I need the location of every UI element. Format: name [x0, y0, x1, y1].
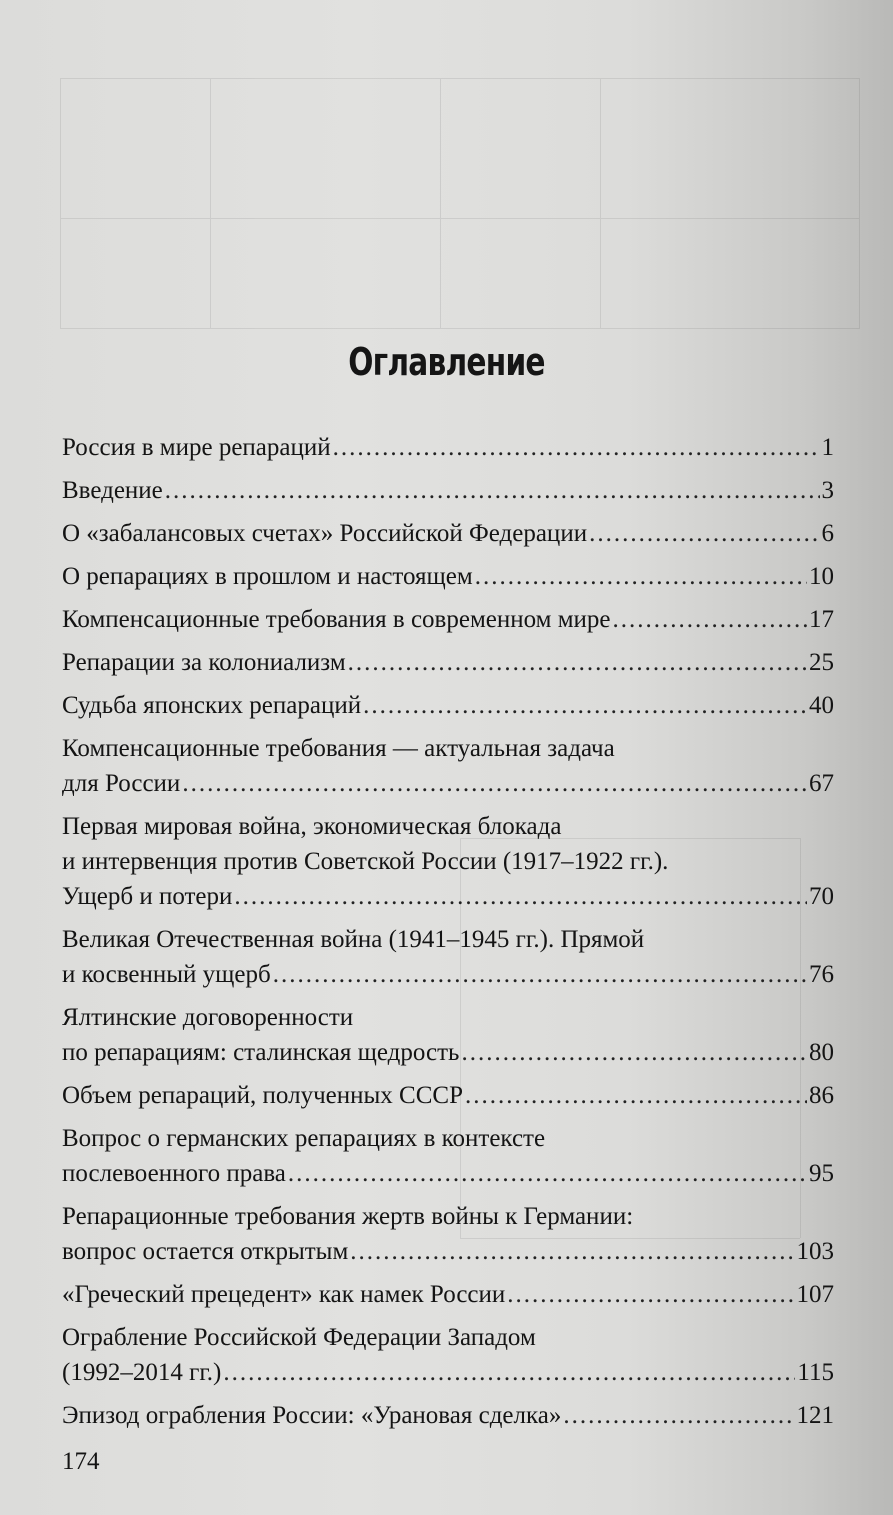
- toc-entry-page-number: 10: [809, 563, 834, 590]
- toc-entry[interactable]: [62, 1398, 834, 1433]
- toc-entry-title-line: по репарациям: сталинская щедрость: [62, 1039, 460, 1066]
- dot-leader: [182, 766, 807, 801]
- toc-entry-page-number: 80: [809, 1039, 834, 1066]
- toc-entry-title-line: послевоенного права: [62, 1160, 286, 1187]
- dot-leader: [234, 879, 807, 914]
- toc-entry-page-number: 6: [821, 520, 834, 547]
- toc-entry[interactable]: [62, 1078, 834, 1113]
- toc-entry-title-line: (1992–2014 гг.): [62, 1359, 222, 1386]
- toc-entry[interactable]: [62, 1277, 834, 1312]
- toc-entry[interactable]: [62, 1199, 834, 1269]
- toc-entry[interactable]: [62, 559, 834, 594]
- toc-entry-title-line: Репарационные требования жертв войны к Германии:: [62, 1203, 634, 1230]
- table-of-contents: [62, 430, 834, 1441]
- toc-entry-title-line: Репарации за колониализм: [62, 649, 346, 676]
- toc-entry[interactable]: [62, 1320, 834, 1390]
- toc-entry-title-line: Ущерб и потери: [62, 883, 233, 910]
- dot-leader: [475, 559, 807, 594]
- dot-leader: [165, 473, 820, 508]
- toc-entry-title-line: О репарациях в прошлом и настоящем: [62, 563, 473, 590]
- toc-entry-page-number: 86: [809, 1082, 834, 1109]
- toc-entry-page-number: 3: [821, 477, 834, 504]
- toc-entry-page-number: 40: [809, 692, 834, 719]
- toc-entry[interactable]: [62, 430, 834, 465]
- dot-leader: [613, 602, 807, 637]
- dot-leader: [288, 1156, 807, 1191]
- toc-entry-page-number: 121: [796, 1402, 834, 1429]
- toc-entry[interactable]: [62, 1121, 834, 1191]
- toc-title: Оглавление: [348, 340, 545, 384]
- toc-entry[interactable]: [62, 731, 834, 801]
- dot-leader: [363, 688, 807, 723]
- dot-leader: [465, 1078, 807, 1113]
- toc-entry-page-number: 25: [809, 649, 834, 676]
- toc-entry-title-line: Вопрос о германских репарациях в контексте: [62, 1125, 546, 1152]
- toc-entry[interactable]: [62, 602, 834, 637]
- dot-leader: [461, 1035, 807, 1070]
- dot-leader: [348, 645, 807, 680]
- toc-entry-title-line: и косвенный ущерб: [62, 961, 271, 988]
- toc-entry-page-number: 115: [797, 1359, 834, 1386]
- toc-entry[interactable]: [62, 1000, 834, 1070]
- toc-entry-title-line: Великая Отечественная война (1941–1945 гг.). Прямой: [62, 926, 645, 953]
- toc-entry-title-line: Введение: [62, 477, 163, 504]
- dot-leader: [507, 1277, 794, 1312]
- dot-leader: [563, 1398, 794, 1433]
- toc-entry-title-line: Объем репараций, полученных СССР: [62, 1082, 463, 1109]
- dot-leader: [589, 516, 819, 551]
- toc-entry-title-line: Компенсационные требования в современном мире: [62, 606, 611, 633]
- page-number: 174: [62, 1448, 100, 1475]
- toc-entry-page-number: 70: [809, 883, 834, 910]
- toc-entry-title-line: вопрос остается открытым: [62, 1238, 349, 1265]
- toc-entry[interactable]: [62, 809, 834, 914]
- toc-entry-page-number: 103: [796, 1238, 834, 1265]
- dot-leader: [333, 430, 820, 465]
- toc-entry[interactable]: [62, 922, 834, 992]
- toc-entry-title-line: Эпизод ограбления России: «Урановая сделка»: [62, 1402, 562, 1429]
- toc-entry-page-number: 95: [809, 1160, 834, 1187]
- toc-entry-page-number: 107: [796, 1281, 834, 1308]
- toc-entry-title-line: Россия в мире репараций: [62, 434, 331, 461]
- toc-entry[interactable]: [62, 688, 834, 723]
- toc-entry-title-line: Судьба японских репараций: [62, 692, 362, 719]
- toc-entry-page-number: 17: [809, 606, 834, 633]
- toc-entry-page-number: 1: [821, 434, 834, 461]
- toc-entry-title-line: Ялтинские договоренности: [62, 1004, 354, 1031]
- dot-leader: [223, 1355, 795, 1390]
- toc-entry-title-line: Ограбление Российской Федерации Западом: [62, 1324, 536, 1351]
- toc-entry-title-line: О «забалансовых счетах» Российской Федерации: [62, 520, 588, 547]
- dot-leader: [350, 1234, 794, 1269]
- toc-entry-title-line: и интервенция против Советской России (1917–1922 гг.).: [62, 848, 669, 875]
- toc-entry-title-line: для России: [62, 770, 181, 797]
- toc-entry[interactable]: [62, 516, 834, 551]
- toc-entry-title-line: Первая мировая война, экономическая блокада: [62, 813, 562, 840]
- toc-entry-title-line: Компенсационные требования — актуальная задача: [62, 735, 615, 762]
- toc-entry[interactable]: [62, 473, 834, 508]
- toc-entry-page-number: 76: [809, 961, 834, 988]
- toc-entry-page-number: 67: [809, 770, 834, 797]
- dot-leader: [273, 957, 807, 992]
- toc-entry[interactable]: [62, 645, 834, 680]
- toc-entry-title-line: «Греческий прецедент» как намек России: [62, 1281, 506, 1308]
